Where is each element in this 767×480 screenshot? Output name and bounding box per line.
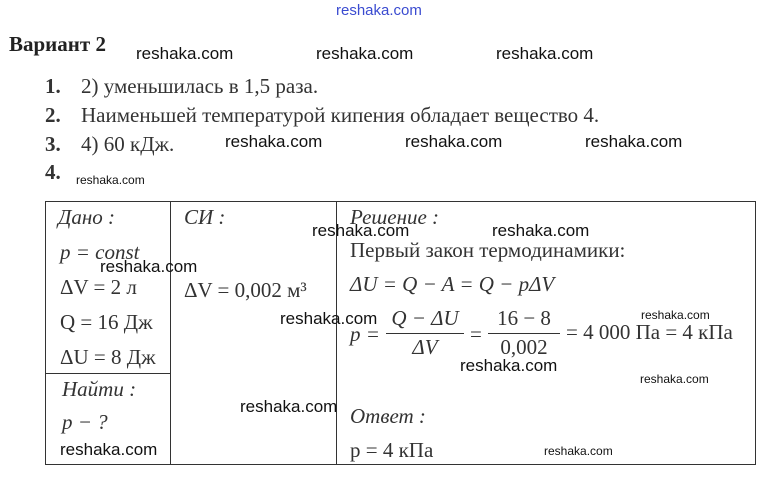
item-number: 4. [45,160,61,184]
item-number: 1. [45,74,61,98]
given-line: Q = 16 Дж [60,310,153,334]
fraction1-numerator: Q − ΔU [391,306,459,330]
find-line: p − ? [62,410,108,434]
variant-title: Вариант 2 [9,32,106,56]
fraction-bar [488,333,560,334]
given-header: Дано : [58,205,116,229]
fraction-bar [386,333,464,334]
watermark: reshaka.com [100,257,198,276]
equals-sign: = [470,322,482,346]
watermark-top: reshaka.com [336,2,422,19]
item-text: Наименьшей температурой кипения обладает вещество 4. [81,103,600,127]
answer-header: Ответ : [350,404,426,428]
item-number: 2. [45,103,61,127]
given-line: p = const [60,240,140,264]
given-line: ΔV = 2 л [60,275,137,299]
answer-item-3 [45,132,174,157]
table-divider [45,373,170,374]
watermark: reshaka.com [496,44,594,63]
answer-line: p = 4 кПа [350,438,434,462]
si-value: ΔV = 0,002 м³ [184,278,307,302]
fraction2-numerator: 16 − 8 [497,306,551,330]
table-divider [170,201,171,465]
watermark: reshaka.com [225,132,323,151]
find-header: Найти : [62,377,137,401]
answer-item-1 [45,74,318,99]
item-text: 2) уменьшилась в 1,5 раза. [81,74,319,98]
si-header: СИ : [184,205,226,229]
law-title: Первый закон термодинамики: [350,238,626,262]
answer-item-2 [45,103,599,128]
watermark: reshaka.com [544,444,613,458]
watermark: reshaka.com [641,308,710,322]
fraction1-denominator: ΔV [412,335,438,359]
fraction2-denominator: 0,002 [500,335,548,359]
watermark: reshaka.com [312,221,410,240]
answer-item-4 [45,160,81,185]
watermark: reshaka.com [136,44,234,63]
watermark: reshaka.com [316,44,414,63]
item-number: 3. [45,132,61,156]
solution-header: Решение : [350,205,440,229]
item-text: 4) 60 кДж. [81,132,175,156]
p-lhs: p = [350,322,380,346]
watermark: reshaka.com [60,440,158,459]
watermark: reshaka.com [405,132,503,151]
watermark: reshaka.com [280,309,378,328]
equation-first-law: ΔU = Q − A = Q − pΔV [350,272,555,296]
given-line: ΔU = 8 Дж [60,345,156,369]
watermark: reshaka.com [585,132,683,151]
calc-result: = 4 000 Па = 4 кПа [566,320,733,344]
watermark: reshaka.com [76,173,145,187]
watermark: reshaka.com [492,221,590,240]
watermark: reshaka.com [240,397,338,416]
watermark: reshaka.com [460,356,558,375]
watermark: reshaka.com [640,372,709,386]
